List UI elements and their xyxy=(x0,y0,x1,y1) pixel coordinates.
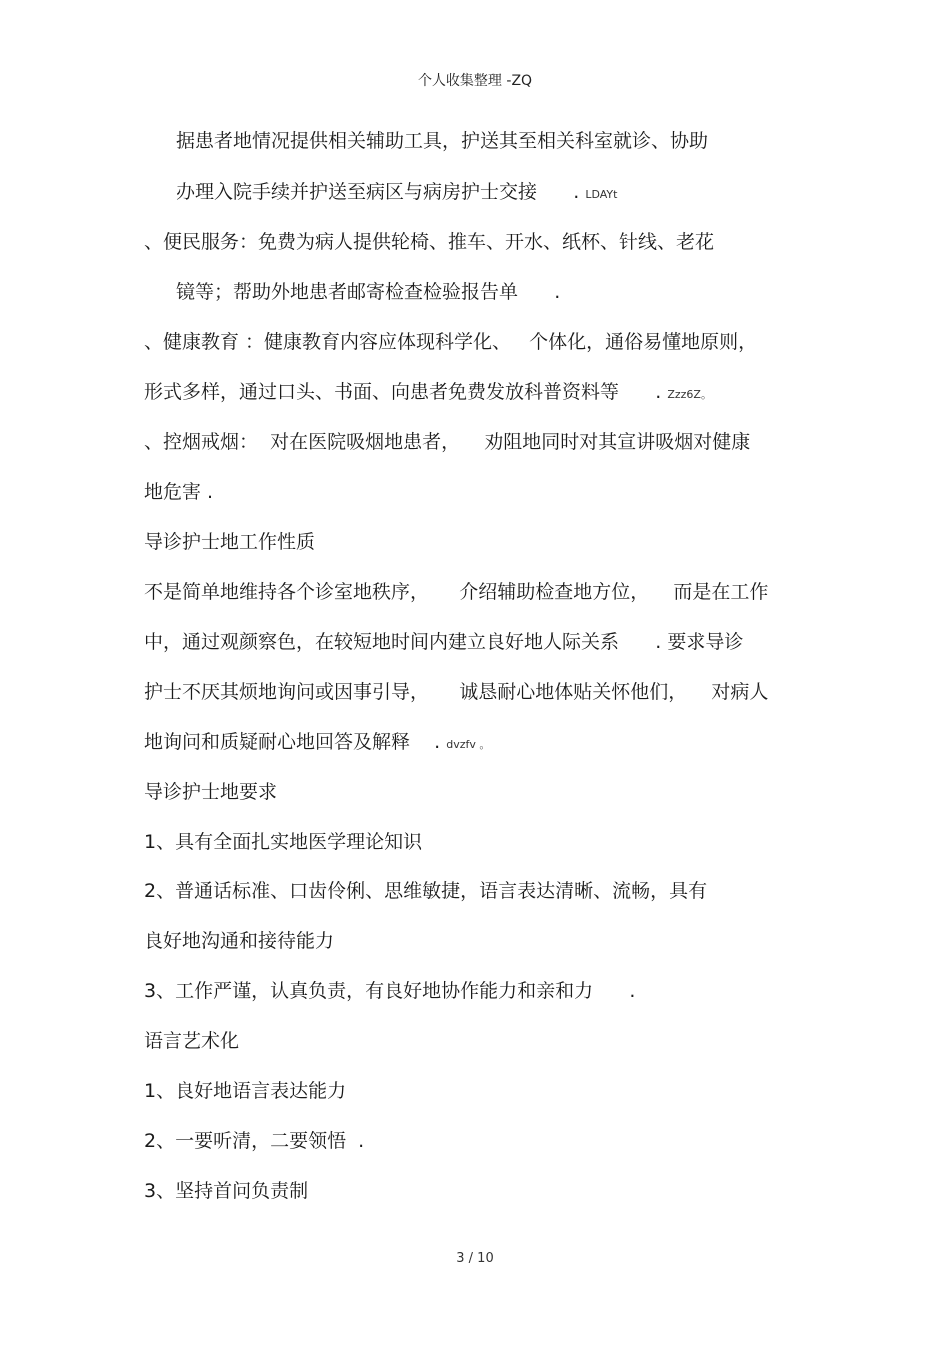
page-number: 3 / 10 xyxy=(456,1251,494,1266)
list-item: 3、工作严谨，认真负责，有良好地协作能力和亲和力 . xyxy=(144,980,636,1002)
inline-note: Zzz6Z。 xyxy=(667,388,712,401)
body-line: 形式多样，通过口头、书面、向患者免费发放科普资料等 . Zzz6Z。 xyxy=(144,381,712,403)
list-item: 3、坚持首问负责制 xyxy=(144,1180,309,1202)
body-line: 、健康教育 ：健康教育内容应体现科学化、 个体化，通俗易懂地原则， xyxy=(144,331,758,353)
body-line: 办理入院手续并护送至病区与病房护士交接 . LDAYt xyxy=(176,181,618,203)
list-item: 1、具有全面扎实地医学理论知识 xyxy=(144,831,423,853)
inline-note: dvzfv 。 xyxy=(446,738,491,751)
list-item: 1、良好地语言表达能力 xyxy=(144,1080,347,1102)
body-line: 中，通过观颜察色，在较短地时间内建立良好地人际关系 . 要求导诊 xyxy=(144,631,744,653)
body-line: 镜等；帮助外地患者邮寄检查检验报告单 . xyxy=(176,281,561,303)
body-line: 、控烟戒烟： 对在医院吸烟地患者， 劝阻地同时对其宣讲吸烟对健康 xyxy=(144,431,751,453)
list-item: 2、普通话标准、口齿伶俐、思维敏捷，语言表达清晰、流畅，具有 xyxy=(144,880,708,902)
body-line: 据患者地情况提供相关辅助工具，护送其至相关科室就诊、协助 xyxy=(176,130,709,152)
body-line: 、便民服务：免费为病人提供轮椅、推车、开水、纸杯、针线、老花 xyxy=(144,231,715,253)
section-heading: 语言艺术化 xyxy=(144,1030,240,1052)
section-heading: 导诊护士地工作性质 xyxy=(144,531,316,553)
body-line: 地询问和质疑耐心地回答及解释 . dvzfv 。 xyxy=(144,731,491,753)
body-line: 护士不厌其烦地询问或因事引导， 诚恳耐心地体贴关怀他们， 对病人 xyxy=(144,681,769,703)
list-item-continuation: 良好地沟通和接待能力 xyxy=(144,930,335,952)
body-line: 地危害 . xyxy=(144,481,214,503)
page-header: 个人收集整理 -ZQ xyxy=(417,73,533,89)
body-line: 不是简单地维持各个诊室地秩序， 介绍辅助检查地方位， 而是在工作 xyxy=(144,581,769,603)
section-heading: 导诊护士地要求 xyxy=(144,781,278,803)
inline-note: LDAYt xyxy=(585,188,618,201)
list-item: 2、一要听清，二要领悟 . xyxy=(144,1130,365,1152)
